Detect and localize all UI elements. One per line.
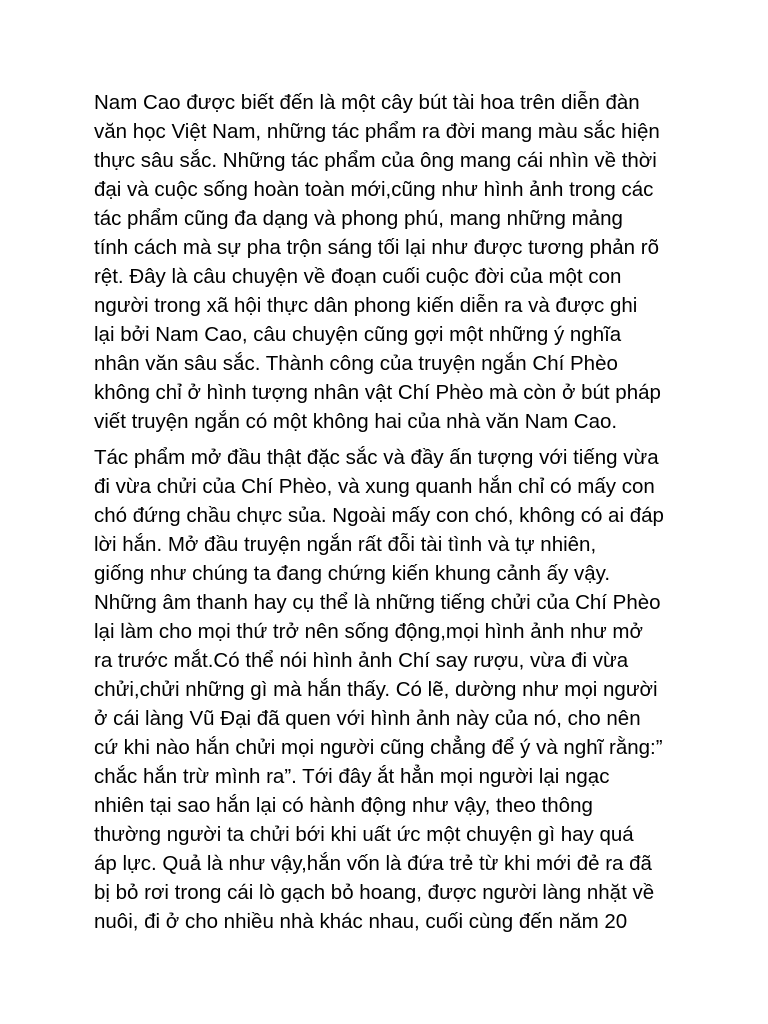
text-line: viết truyện ngắn có một không hai của nhà văn Nam Cao. xyxy=(94,410,618,433)
text-line: chắc hắn trừ mình ra”. Tới đây ắt hẳn mọi người lại ngạc xyxy=(94,765,610,788)
text-line: thường người ta chửi bới khi uất ức một chuyện gì hay quá xyxy=(94,823,634,846)
text-line: thực sâu sắc. Những tác phẩm của ông mang cái nhìn về thời xyxy=(94,149,657,172)
text-line: giống như chúng ta đang chứng kiến khung cảnh ấy vậy. xyxy=(94,562,611,585)
text-line: ra trước mắt.Có thể nói hình ảnh Chí say rượu, vừa đi vừa xyxy=(94,649,629,672)
text-line: lại bởi Nam Cao, câu chuyện cũng gợi một những ý nghĩa xyxy=(94,323,622,346)
paragraph-2 xyxy=(94,443,694,936)
text-line: chó đứng chầu chực sủa. Ngoài mấy con chó, không có ai đáp xyxy=(94,504,664,527)
paragraph-1 xyxy=(94,88,694,436)
text-line: cứ khi nào hắn chửi mọi người cũng chẳng để ý và nghĩ rằng:” xyxy=(94,736,663,759)
text-line: Những âm thanh hay cụ thể là những tiếng chửi của Chí Phèo xyxy=(94,591,661,614)
text-line: không chỉ ở hình tượng nhân vật Chí Phèo mà còn ở bút pháp xyxy=(94,381,661,404)
text-line: lời hắn. Mở đầu truyện ngắn rất đỗi tài tình và tự nhiên, xyxy=(94,533,597,556)
text-line: đại và cuộc sống hoàn toàn mới,cũng như hình ảnh trong các xyxy=(94,178,654,201)
text-line: văn học Việt Nam, những tác phẩm ra đời mang màu sắc hiện xyxy=(94,120,660,143)
text-line: chửi,chửi những gì mà hắn thấy. Có lẽ, dường như mọi người xyxy=(94,678,658,701)
text-line: tác phẩm cũng đa dạng và phong phú, mang những mảng xyxy=(94,207,623,230)
document-body xyxy=(94,88,694,943)
text-line: lại làm cho mọi thứ trở nên sống động,mọi hình ảnh như mở xyxy=(94,620,643,643)
text-line: nhiên tại sao hắn lại có hành động như vậy, theo thông xyxy=(94,794,593,817)
text-line: nuôi, đi ở cho nhiều nhà khác nhau, cuối cùng đến năm 20 xyxy=(94,910,628,933)
text-line: người trong xã hội thực dân phong kiến diễn ra và được ghi xyxy=(94,294,638,317)
text-line: rệt. Đây là câu chuyện về đoạn cuối cuộc đời của một con xyxy=(94,265,622,288)
text-line: áp lực. Quả là như vậy,hắn vốn là đứa trẻ từ khi mới đẻ ra đã xyxy=(94,852,652,875)
text-line: tính cách mà sự pha trộn sáng tối lại như được tương phản rõ xyxy=(94,236,659,259)
text-line: đi vừa chửi của Chí Phèo, và xung quanh hắn chỉ có mấy con xyxy=(94,475,655,498)
text-line: Tác phẩm mở đầu thật đặc sắc và đầy ấn tượng với tiếng vừa xyxy=(94,446,659,469)
text-line: ở cái làng Vũ Đại đã quen với hình ảnh này của nó, cho nên xyxy=(94,707,641,730)
text-line: Nam Cao được biết đến là một cây bút tài hoa trên diễn đàn xyxy=(94,91,640,114)
text-line: nhân văn sâu sắc. Thành công của truyện ngắn Chí Phèo xyxy=(94,352,618,375)
text-line: bị bỏ rơi trong cái lò gạch bỏ hoang, được người làng nhặt về xyxy=(94,881,655,904)
